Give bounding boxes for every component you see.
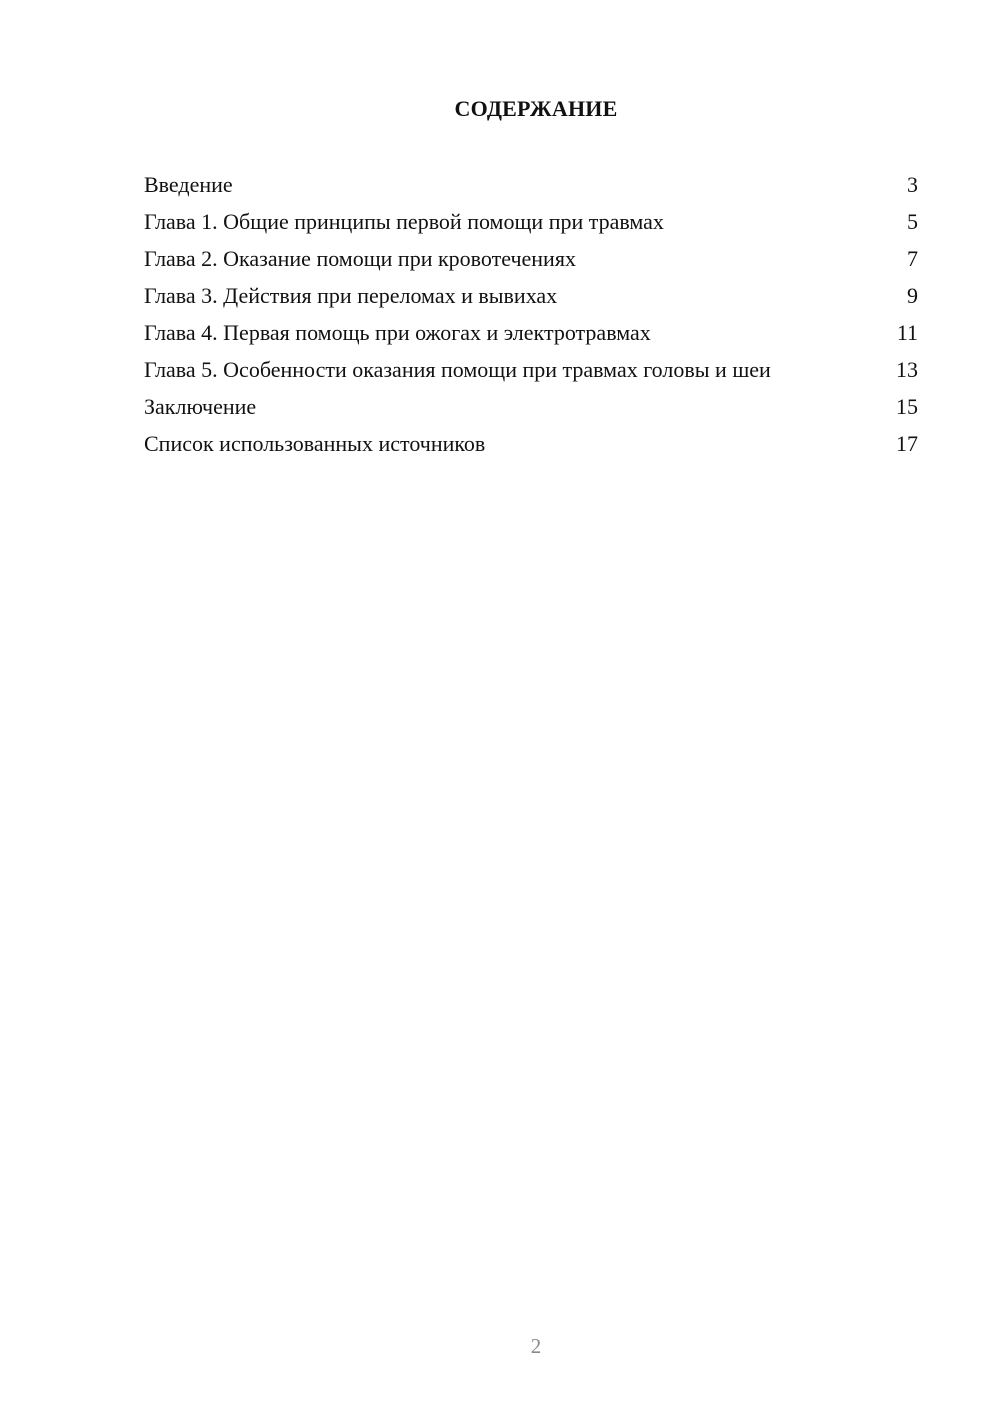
toc-entry-page: 7 — [907, 246, 918, 271]
toc-entry-chapter-5 — [144, 356, 918, 383]
toc-entry-label: Список использованных источников — [144, 431, 486, 456]
toc-entry-chapter-1 — [144, 208, 918, 235]
toc-entry-label: Введение — [144, 172, 233, 197]
toc-entry-page: 5 — [907, 209, 918, 234]
toc-entry-conclusion — [144, 393, 918, 420]
toc-entry-page: 15 — [896, 394, 918, 419]
toc-title: СОДЕРЖАНИЕ — [454, 96, 618, 121]
toc-entry-chapter-3 — [144, 282, 918, 309]
toc-entry-introduction — [144, 171, 918, 198]
toc-entry-label: Глава 1. Общие принципы первой помощи при травмах — [144, 209, 664, 234]
toc-entry-label: Глава 5. Особенности оказания помощи при травмах головы и шеи — [144, 357, 771, 382]
toc-entry-page: 3 — [907, 172, 918, 197]
toc-entry-label: Заключение — [144, 394, 257, 419]
page-number: 2 — [530, 1334, 542, 1358]
toc-entry-chapter-4 — [144, 319, 918, 346]
toc-entry-references — [144, 430, 918, 457]
toc-entry-page: 11 — [896, 320, 918, 345]
table-of-contents — [144, 171, 918, 467]
toc-entry-page: 9 — [907, 283, 918, 308]
toc-entry-page: 17 — [896, 431, 918, 456]
toc-entry-chapter-2 — [144, 245, 918, 272]
toc-entry-page: 13 — [896, 357, 918, 382]
toc-entry-label: Глава 3. Действия при переломах и вывихах — [144, 283, 558, 308]
toc-entry-label: Глава 2. Оказание помощи при кровотечениях — [144, 246, 576, 271]
toc-entry-label: Глава 4. Первая помощь при ожогах и электротравмах — [144, 320, 651, 345]
